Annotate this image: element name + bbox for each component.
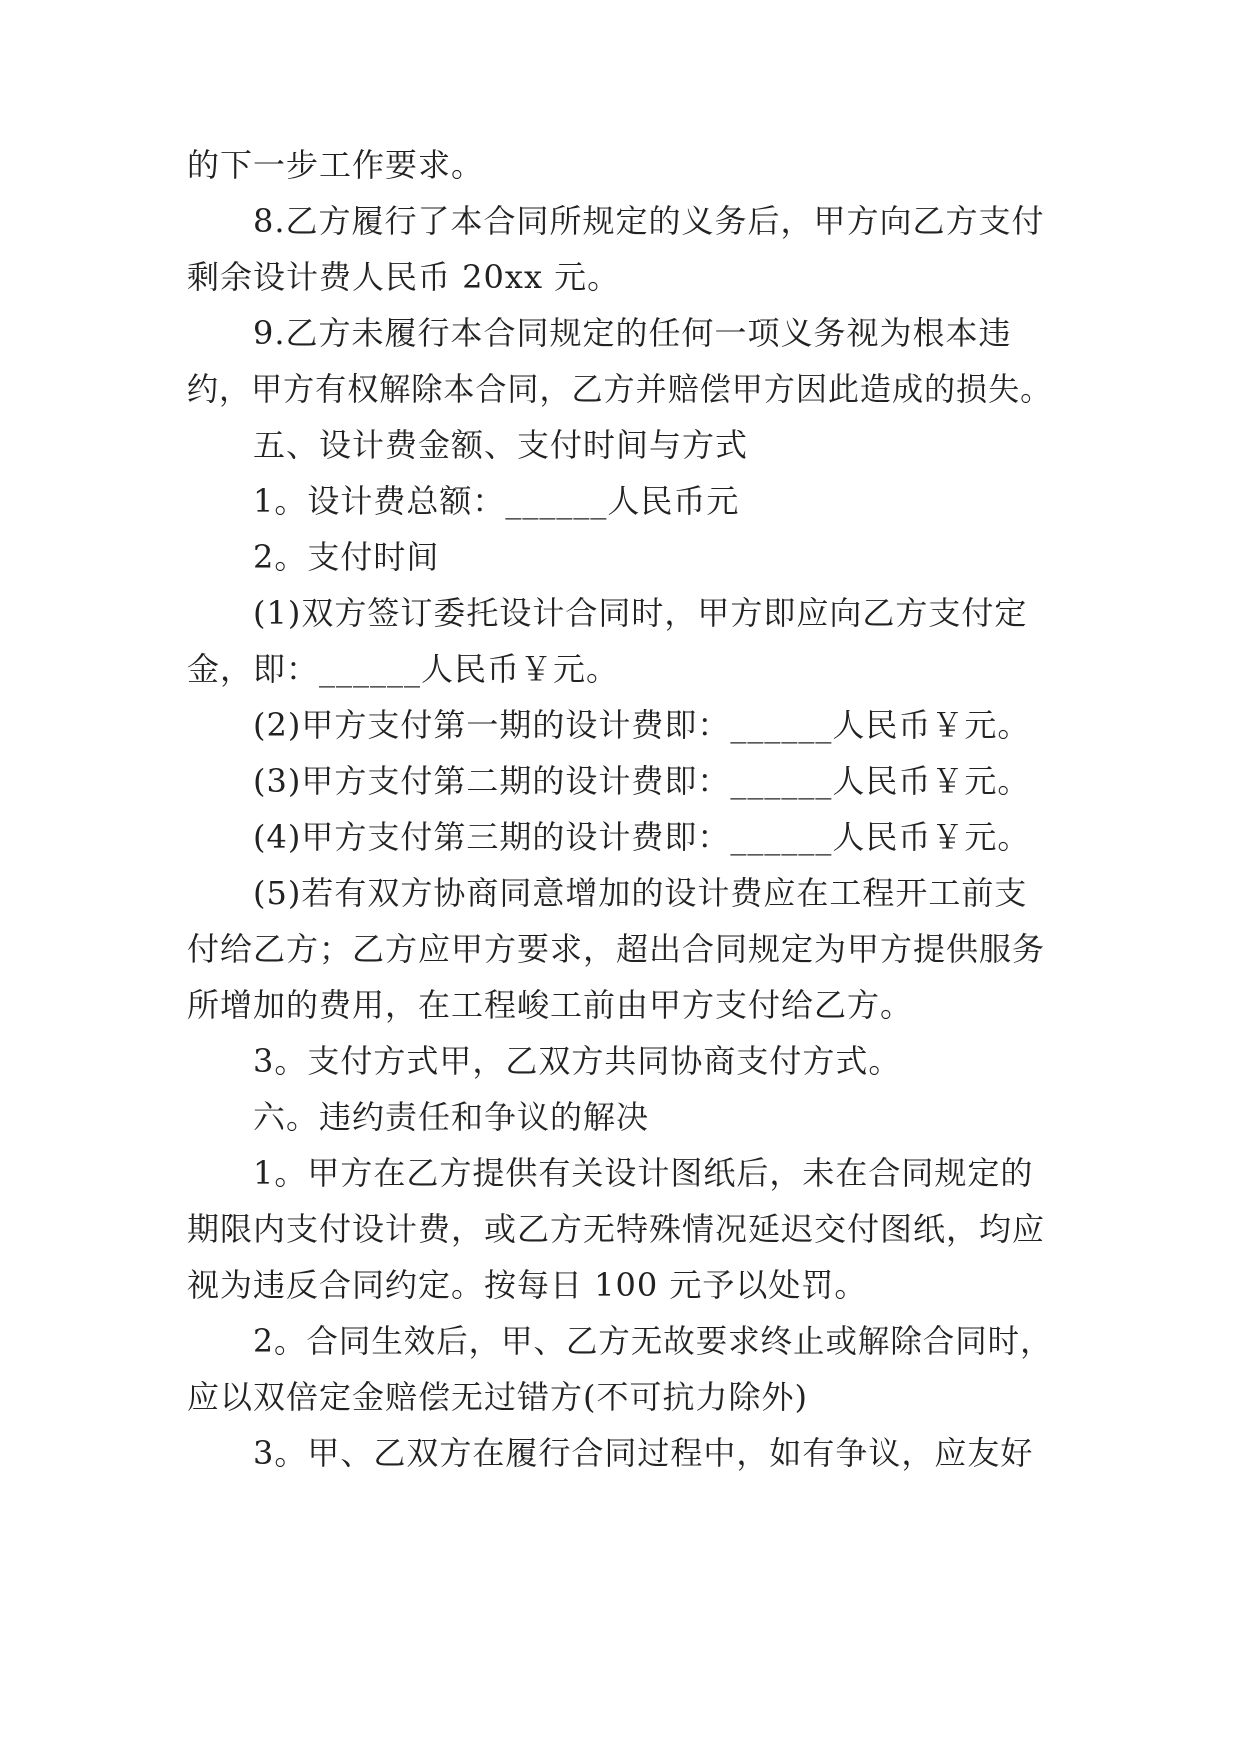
text-line: 应以双倍定金赔偿无过错方(不可抗力除外) (187, 1378, 808, 1416)
text-line: 付给乙方；乙方应甲方要求，超出合同规定为甲方提供服务 (187, 930, 1046, 968)
text-line: 2。合同生效后，甲、乙方无故要求终止或解除合同时， (253, 1322, 1053, 1360)
text-line: 剩余设计费人民币 20xx 元。 (187, 258, 621, 296)
text-line: (5)若有双方协商同意增加的设计费应在工程开工前支 (253, 874, 1028, 912)
text-line: 视为违反合同约定。按每日 100 元予以处罚。 (187, 1266, 868, 1304)
text-line: 所增加的费用，在工程峻工前由甲方支付给乙方。 (187, 986, 914, 1024)
text-line: (4)甲方支付第三期的设计费即：______人民币￥元。 (253, 818, 1031, 856)
text-line: 3。甲、乙双方在履行合同过程中，如有争议，应友好 (253, 1434, 1034, 1472)
section-heading: 五、设计费金额、支付时间与方式 (253, 426, 749, 464)
text-line: 1。甲方在乙方提供有关设计图纸后，未在合同规定的 (253, 1154, 1034, 1192)
text-line: 金，即：______人民币￥元。 (187, 650, 620, 688)
text-line: 8.乙方履行了本合同所规定的义务后，甲方向乙方支付 (253, 202, 1045, 240)
text-line: 期限内支付设计费，或乙方无特殊情况延迟交付图纸，均应 (187, 1210, 1046, 1248)
text-line: (2)甲方支付第一期的设计费即：______人民币￥元。 (253, 706, 1031, 744)
text-line: 的下一步工作要求。 (187, 146, 485, 184)
text-line: 2。支付时间 (253, 538, 440, 576)
text-line: 3。支付方式甲，乙双方共同协商支付方式。 (253, 1042, 902, 1080)
text-line: (1)双方签订委托设计合同时，甲方即应向乙方支付定 (253, 594, 1028, 632)
text-line: 1。设计费总额：______人民币元 (253, 482, 740, 520)
section-heading: 六。违约责任和争议的解决 (253, 1098, 650, 1136)
text-line: 约，甲方有权解除本合同，乙方并赔偿甲方因此造成的损失。 (187, 370, 1053, 408)
text-line: (3)甲方支付第二期的设计费即：______人民币￥元。 (253, 762, 1031, 800)
text-line: 9.乙方未履行本合同规定的任何一项义务视为根本违 (253, 314, 1012, 352)
